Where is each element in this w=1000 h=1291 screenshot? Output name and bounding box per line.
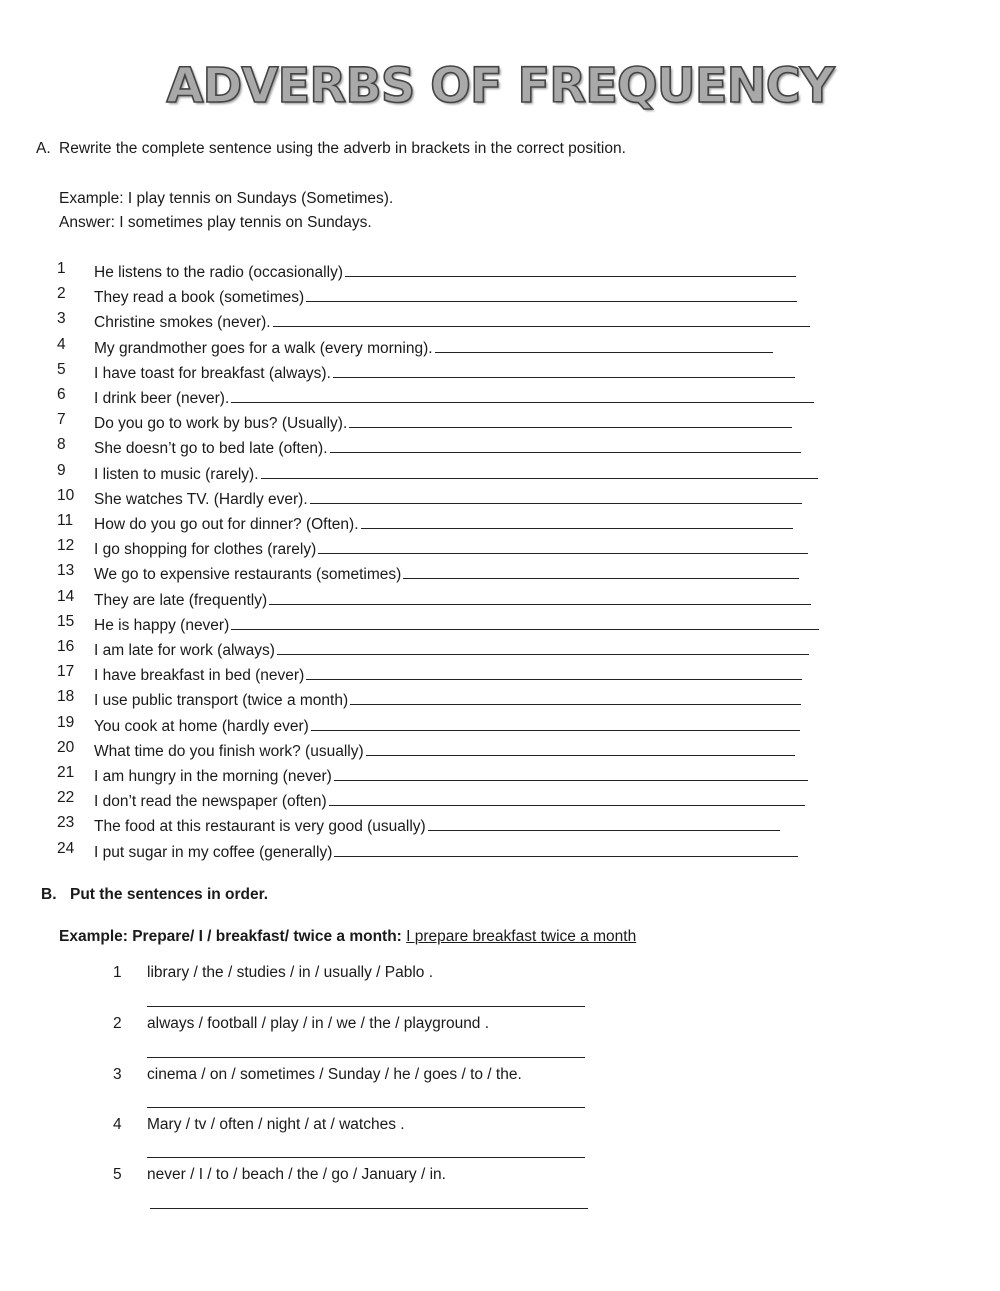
answer-line[interactable] — [330, 436, 801, 453]
answer-line[interactable] — [435, 336, 773, 353]
item-prompt — [94, 285, 797, 307]
worksheet-title: ADVERBS OF FREQUENCY — [166, 58, 834, 114]
answer-line[interactable] — [147, 1006, 585, 1007]
section-a-example-answer: Answer: I sometimes play tennis on Sundays. — [59, 214, 372, 231]
answer-line[interactable] — [361, 512, 793, 529]
scrambled-words: Mary / tv / often / night / at / watches . — [147, 1116, 405, 1133]
item-number: 5 — [57, 360, 66, 378]
answer-line[interactable] — [318, 537, 808, 554]
section-b-example — [59, 928, 636, 946]
item-prompt-text: I drink beer (never). — [94, 390, 230, 407]
answer-line[interactable] — [334, 840, 798, 857]
section-b-label: B. — [41, 886, 57, 903]
answer-line[interactable] — [231, 386, 814, 403]
item-prompt — [94, 663, 802, 685]
item-prompt-text: What time do you finish work? (usually) — [94, 742, 364, 760]
item-prompt-text: My grandmother goes for a walk (every morning). — [94, 339, 433, 357]
item-prompt — [94, 814, 780, 836]
item-prompt-text: You cook at home (hardly ever) — [94, 717, 309, 735]
item-prompt-text: I go shopping for clothes (rarely) — [94, 541, 317, 559]
item-prompt-text: The food at this restaurant is very good (usually) — [94, 818, 426, 836]
item-prompt-text: I use public transport (twice a month) — [94, 692, 349, 710]
answer-line[interactable] — [403, 562, 799, 579]
item-prompt — [94, 487, 802, 509]
item-prompt-text: I am late for work (always) — [94, 642, 275, 659]
answer-line[interactable] — [306, 663, 802, 680]
item-prompt — [94, 336, 773, 358]
item-number: 21 — [57, 764, 75, 781]
answer-line[interactable] — [334, 764, 808, 781]
item-prompt — [94, 310, 810, 332]
answer-line[interactable] — [273, 310, 810, 327]
item-prompt — [94, 462, 818, 484]
section-a-instruction — [36, 140, 626, 158]
section-a-instruction-text: Rewrite the complete sentence using the adverb in brackets in the correct position. — [59, 140, 626, 157]
answer-line[interactable] — [366, 739, 795, 756]
scrambled-words: library / the / studies / in / usually / Pablo . — [147, 964, 434, 981]
answer-line[interactable] — [428, 814, 780, 831]
answer-line[interactable] — [269, 588, 811, 605]
answer-line[interactable] — [349, 411, 792, 428]
answer-line[interactable] — [306, 285, 797, 302]
section-b-example-label: Example: Prepare/ I / breakfast/ twice a month: — [59, 928, 402, 945]
item-number: 15 — [57, 612, 75, 630]
answer-line[interactable] — [147, 1107, 585, 1108]
item-prompt — [94, 613, 819, 635]
item-prompt — [94, 436, 801, 458]
item-prompt — [94, 840, 798, 862]
item-prompt-text: Christine smokes (never). — [94, 314, 271, 332]
item-prompt-text: They are late (frequently) — [94, 591, 268, 609]
item-prompt-text: She doesn’t go to bed late (often). — [94, 440, 328, 458]
item-number: 20 — [57, 738, 75, 756]
item-prompt — [94, 588, 811, 610]
item-number: 2 — [57, 285, 66, 303]
item-number: 22 — [57, 789, 75, 807]
section-b-heading — [41, 886, 268, 904]
item-number: 23 — [57, 814, 75, 832]
item-number: 16 — [57, 638, 75, 655]
item-prompt — [94, 562, 799, 584]
item-number: 10 — [57, 486, 75, 504]
answer-line[interactable] — [333, 361, 795, 378]
item-prompt-text: She watches TV. (Hardly ever). — [94, 490, 308, 508]
item-number: 11 — [57, 512, 74, 529]
answer-line[interactable] — [350, 688, 801, 705]
answer-line[interactable] — [231, 613, 819, 630]
item-number: 6 — [57, 386, 66, 403]
item-number: 17 — [57, 663, 75, 681]
item-prompt — [94, 260, 796, 282]
answer-line[interactable] — [147, 1057, 585, 1058]
item-prompt — [94, 688, 801, 710]
item-number: 7 — [57, 411, 66, 429]
section-b-example-answer: I prepare breakfast twice a month — [406, 928, 637, 945]
item-prompt-text: I have toast for breakfast (always). — [94, 364, 331, 382]
item-prompt — [94, 638, 809, 660]
item-prompt — [94, 739, 795, 761]
section-a-label: A. — [36, 140, 51, 157]
section-a-example: Example: I play tennis on Sundays (Sometimes). — [59, 190, 394, 207]
item-number: 3 — [113, 1066, 122, 1083]
item-prompt-text: They read a book (sometimes) — [94, 289, 305, 307]
item-prompt-text: I have breakfast in bed (never) — [94, 667, 305, 685]
item-prompt-text: I am hungry in the morning (never) — [94, 768, 332, 785]
item-number: 18 — [57, 688, 75, 706]
answer-line[interactable] — [147, 1157, 585, 1158]
item-prompt — [94, 361, 795, 383]
scrambled-words: never / I / to / beach / the / go / January / in. — [147, 1166, 446, 1183]
item-number: 5 — [113, 1166, 122, 1183]
item-number: 1 — [113, 964, 122, 981]
answer-line[interactable] — [311, 714, 800, 731]
answer-line[interactable] — [329, 789, 805, 806]
scrambled-words: cinema / on / sometimes / Sunday / he / goes / to / the. — [147, 1066, 522, 1083]
answer-line[interactable] — [261, 462, 818, 479]
answer-line[interactable] — [345, 260, 796, 277]
item-number: 24 — [57, 839, 75, 857]
item-prompt-text: How do you go out for dinner? (Often). — [94, 516, 359, 533]
item-number: 3 — [57, 310, 66, 328]
item-prompt — [94, 764, 808, 786]
item-prompt-text: He is happy (never) — [94, 616, 230, 634]
item-number: 1 — [57, 260, 66, 277]
item-prompt — [94, 411, 792, 433]
item-prompt-text: We go to expensive restaurants (sometimes) — [94, 566, 402, 584]
item-number: 9 — [57, 461, 66, 479]
item-number: 4 — [113, 1116, 122, 1133]
item-prompt — [94, 714, 800, 736]
item-number: 4 — [57, 335, 66, 353]
item-number: 14 — [57, 587, 75, 605]
item-prompt — [94, 386, 814, 408]
item-number: 13 — [57, 562, 75, 580]
item-prompt-text: I don’t read the newspaper (often) — [94, 793, 327, 811]
answer-line[interactable] — [310, 487, 802, 504]
item-prompt-text: He listens to the radio (occasionally) — [94, 264, 343, 281]
item-prompt — [94, 512, 793, 534]
item-number: 8 — [57, 436, 66, 454]
answer-line[interactable] — [277, 638, 809, 655]
item-prompt — [94, 537, 808, 559]
item-number: 12 — [57, 537, 75, 555]
item-prompt-text: I listen to music (rarely). — [94, 465, 259, 483]
item-number: 2 — [113, 1015, 122, 1032]
answer-line[interactable] — [150, 1208, 588, 1209]
item-prompt-text: I put sugar in my coffee (generally) — [94, 843, 333, 861]
item-number: 19 — [57, 713, 75, 731]
scrambled-words: always / football / play / in / we / the / playground . — [147, 1015, 490, 1032]
section-b-heading-text: Put the sentences in order. — [70, 886, 269, 903]
item-prompt — [94, 789, 805, 811]
item-prompt-text: Do you go to work by bus? (Usually). — [94, 415, 348, 433]
